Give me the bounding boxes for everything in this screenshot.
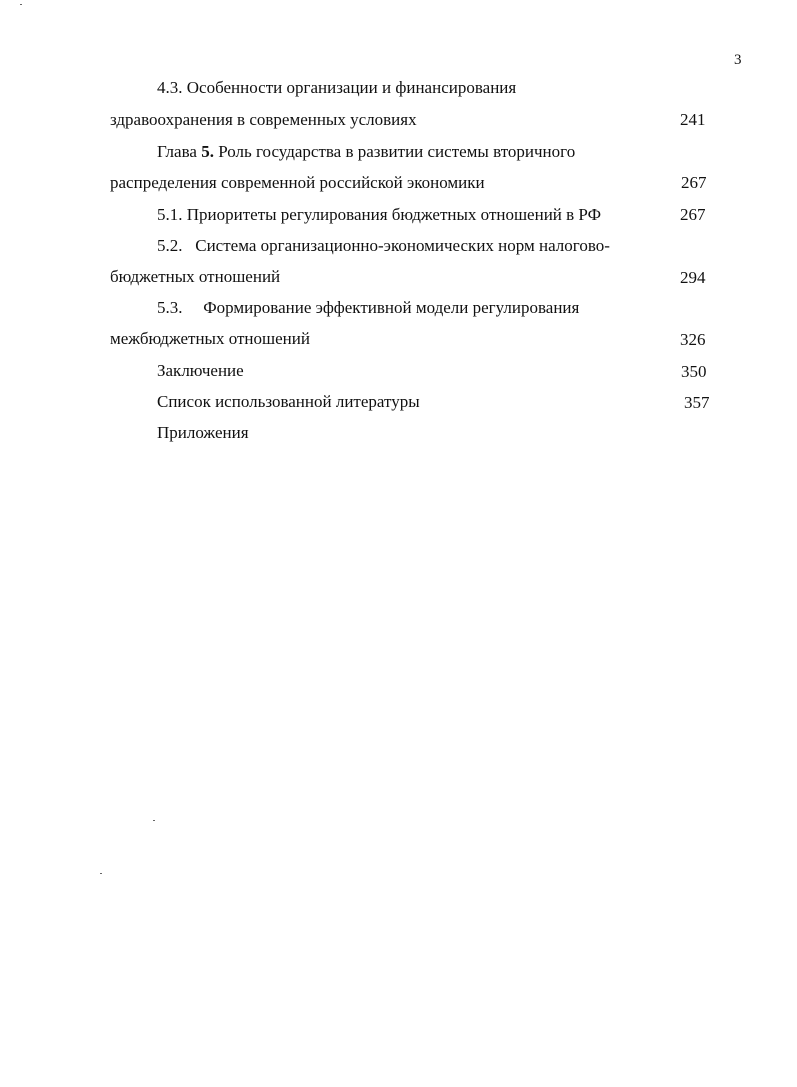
toc-entry-4-3-page: 241 bbox=[680, 110, 706, 129]
toc-chapter-5-page: 267 bbox=[681, 173, 707, 192]
toc-entry-4-3-line1[interactable] bbox=[157, 78, 516, 98]
toc-appendices[interactable]: Приложения bbox=[157, 423, 249, 442]
toc-entry-5-1-label: 5.1. bbox=[157, 205, 183, 224]
toc-chapter-5-number: 5. bbox=[201, 142, 214, 161]
toc-entry-5-2-page: 294 bbox=[680, 268, 706, 287]
toc-chapter-5-line2[interactable]: распределения современной российской экономики bbox=[110, 173, 485, 192]
page-number: 3 bbox=[734, 52, 742, 68]
toc-entry-5-1-title: Приоритеты регулирования бюджетных отношений в РФ bbox=[186, 205, 602, 224]
toc-entry-5-1-page: 267 bbox=[680, 205, 706, 224]
toc-chapter-5-title: Роль государства в развитии системы вторичного bbox=[213, 142, 576, 161]
toc-entry-5-3-line1[interactable] bbox=[157, 298, 579, 318]
toc-entry-5-2-label: 5.2. bbox=[157, 236, 183, 255]
scan-speck bbox=[100, 873, 102, 874]
scan-speck bbox=[20, 4, 22, 5]
toc-entry-5-3-line2[interactable]: межбюджетных отношений bbox=[110, 329, 310, 348]
toc-entry-5-2-title: Система организационно-экономических норм налогово- bbox=[195, 236, 610, 255]
toc-entry-4-3-line2[interactable]: здравоохранения в современных условиях bbox=[110, 110, 417, 129]
toc-entry-5-3-page: 326 bbox=[680, 330, 706, 349]
toc-entry-5-1[interactable] bbox=[157, 205, 601, 225]
toc-entry-5-3-title: Формирование эффективной модели регулирования bbox=[203, 298, 580, 317]
toc-entry-4-3-title: Особенности организации и финансирования bbox=[186, 78, 517, 97]
toc-chapter-5-prefix: Глава bbox=[157, 142, 202, 161]
toc-chapter-5-line1[interactable] bbox=[157, 142, 575, 162]
toc-references-page: 357 bbox=[684, 393, 710, 412]
toc-conclusion-page: 350 bbox=[681, 362, 707, 381]
scan-speck bbox=[153, 820, 155, 821]
toc-entry-5-3-label: 5.3. bbox=[157, 298, 183, 317]
toc-entry-4-3-label: 4.3. bbox=[157, 78, 183, 97]
toc-entry-5-2-line1[interactable] bbox=[157, 236, 610, 256]
toc-entry-5-2-line2[interactable]: бюджетных отношений bbox=[110, 267, 281, 286]
toc-references[interactable]: Список использованной литературы bbox=[157, 392, 420, 411]
toc-conclusion[interactable]: Заключение bbox=[157, 361, 244, 380]
